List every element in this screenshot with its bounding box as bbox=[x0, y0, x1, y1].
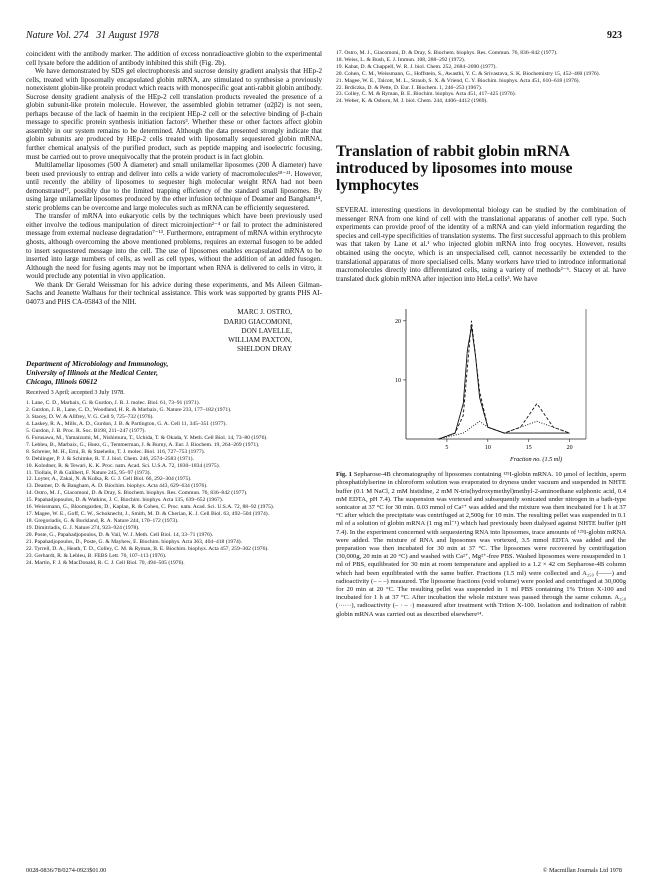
author-name: SHELDON DRAY bbox=[236, 345, 292, 354]
paragraph: Multilamellar liposomes (500 Å diameter) and small unilamellar liposomes (200 Å diameter) have been used previously to entrap and deliver into cells a wide variety of macromolecules¹⁸⁻²¹. However, until recently the ability of liposomes to sequester high molecular weight RNA had not been demonstrated¹⁷, possibly due to the limited trapping efficiency of the standard small liposomes. By using large unilamellar liposomes produced by the ether infusion technique of Deamer and Bangham¹⁴, steric problems can be overcome and large molecules such as mRNA can be efficiently sequestered. bbox=[26, 161, 322, 212]
reference-item: 6. Furusawa, M., Yamaizumi, M., Nishimura, T., Uchida, T. & Okada, Y. Meth. Cell Biol. 14, 73–80 (1976). bbox=[26, 434, 268, 441]
reference-item: 16. Weissmann, G., Bloomgarden, D., Kaplan, R. & Cohen, C. Proc. natn. Acad. Sci. U.S.A. 72, 88–92 (1975). bbox=[26, 504, 275, 511]
affiliation-line: Department of Microbiology and Immunology, bbox=[26, 359, 169, 369]
caption-label: Fig. 1 bbox=[336, 471, 352, 479]
reference-item: 22. Brdiczka, D. & Pette, D. Eur. J. Biochem. 1, 246–253 (1967). bbox=[336, 84, 483, 91]
issue-date: 31 August 1978 bbox=[96, 30, 159, 41]
affiliation-line: University of Illinois at the Medical Center, bbox=[26, 368, 159, 378]
reference-item: 8. Schreier, M. H., Erni, B. & Staehelin, T. J. molec. Biol. 116, 727–753 (1977). bbox=[26, 448, 205, 455]
received-date: Received 3 April; accepted 3 July 1978. bbox=[26, 389, 125, 397]
reference-item: 21. Magee, W. E., Talcott, M. L., Straub, S. X. & Vriend, C. Y. Biochim. biophys. Acta 451, 610–618 (1976). bbox=[336, 77, 580, 84]
author-name: MARC J. OSTRO, bbox=[237, 308, 292, 317]
footer-copyright: © Macmillan Journals Ltd 1978 bbox=[542, 867, 622, 874]
figure-caption bbox=[336, 471, 626, 619]
caption-text: Sepharose-4B chromatography of liposomes containing ¹²⁵I-globin mRNA. 10 μmol of lecithin, sperm phosphatidylserine in chloroform solution was evaporated to dryness under vacuum and suspended in NHTE buffer (0.1 M NaCl, 2 mM histidine, 2 mM N-tris(hydroxymethyl)methyl-2-aminoethane sulphonic acid, 0.4 mM EDTA, pH 7.4). The suspension was vortexed and subsequently sonicated under nitrogen in a bath-type sonicator at 37 °C for 30 min. 0.03 mmol of Ca²⁺ was added and the mixture was then incubated for 1 h at 37 °C after which the precipitate was centrifuged at 2,500g for 10 min. The resulting pellet was suspended in 0.1 ml of a solution of globin mRNA (1 mg ml⁻¹) which had previously been dialysed against NHTE buffer (pH 7.4). In the experiment concerned with sequestering RNA into liposomes, trace amounts of ¹²⁵I-globin mRNA were added. The mixture of RNA and liposomes was vortexed, 3.5 mmol EDTA was added and the preparation was then incubated for 30 min at 37 °C. The liposomes were recovered by centrifugation (30,000g, 20 min at 20 °C) and washed with Ca²⁺, Mg²⁺-free PBS. Washed liposomes were resuspended in 1 ml of PBS, equilibrated for 30 min at room temperature and applied to a 1.2 × 42 cm Sepharose-4B column which had been equilibrated with the same buffer. Fractions (1.5 ml) were collected and A₂₅₀ (——) and radioactivity (– – –) measured. The liposome fractions (void volume) were pooled and centrifuged at 30,000g for 20 min at 20 °C. The resulting pellet was suspended in 1 ml PBS containing 1% Triton X-100 and incubated for 1 h at 37 °C. After incubation the whole mixture was passed through the same column. A₂₅₀ (······), radioactivity (– · – ·) measured after treatment with Triton X-100. Isolation and iodination of rabbit globin mRNA was carried out as described elsewhere¹⁴. bbox=[336, 471, 626, 618]
article-title: Translation of rabbit globin mRNA introduced by liposomes into mouse lymphocytes bbox=[336, 143, 573, 195]
reference-item: 19. Kabat, D. & Chappell, W. R. J. biol. Chem. 252, 2684–2690 (1977). bbox=[336, 63, 497, 70]
reference-item: 20. Poste, G., Papahadjopoulos, D. & Vail, W. J. Meth. Cell Biol. 14, 33–71 (1976). bbox=[26, 532, 214, 539]
author-name: WILLIAM PAXTON, bbox=[228, 336, 292, 345]
reference-item: 7. Lebleu, B., Marbaix, G., Huez, G., Temmerman, J. & Burny, A. Eur. J. Biochem. 19, 264–269 (1971). bbox=[26, 441, 260, 448]
paragraph: The transfer of mRNA into eukaryotic cells by the techniques which have been previously used either involve the tedious manipulation of direct microinjection²⁻⁴ or fail to protect the administered message from external nuclease degradation⁷⁻¹³. Furthermore, entrapment of mRNA within erythrocyte ghosts, although overcoming the above mentioned problems, requires an external fusogen to be added to insert sequestered message into the cell. The use of liposomes enables encapsulated mRNA to be inserted into large numbers of cells, as well as cell types, without the addition of an added fusogen. Although the need for fusing agents may not be important when RNA is delivered to cells in vitro, it would preclude any potential in vivo application. bbox=[26, 212, 322, 281]
reference-item: 17. Ostro, M. J., Giacomoni, D. & Dray, S. Biochem. biophys. Res. Commun. 76, 836–842 (1977). bbox=[336, 50, 558, 56]
paragraph: We have demonstrated by SDS gel electrophoresis and sucrose density gradient analysis that HEp-2 cells, treated with liposomally encapsulated globin mRNA, are stimulated to synthesise a previously nonexistent globin-like protein product which reacts with monospecific goat anti-rabbit globin antibody. Sucrose density gradient analysis of the HEp-2 cell translation products revealed the presence of a globin subunit-like protein molecule. However, the assembled globin tetramer (α2β2) is not seen, perhaps because of the lack of haemin in the recipient HEp-2 cell or the selective binding of β-chain message to specific protein synthesis initiation factors³. Whether these or other factors affect globin assembly in our system remains to be determined. Although the data presented strongly indicate that globin subunits are produced by HEp-2 cells treated with liposomally sequestered globin mRNA, further chemical analysis of the purified product, such as peptide mapping and isoelectric focusing, must be carried out to prove unequivocally that the protein product is in fact globin. bbox=[26, 67, 322, 161]
reference-list bbox=[26, 400, 322, 567]
chromatography-chart bbox=[336, 289, 626, 467]
paragraph: coincident with the antibody marker. The addition of excess nonradioactive globin to the experimental cell lysate before the addition of antibody inhibited this shift (Fig. 2b). bbox=[26, 50, 322, 67]
reference-item: 21. Papahadjopoulos, D., Poste, G. & Mayhew, E. Biochim. biophys. Acta 363, 404–418 (1974). bbox=[26, 539, 243, 546]
article-intro: SEVERAL interesting questions in developmental biology can be studied by the combination of messenger RNA from one kind of cell with the translational apparatus of another cell type. Such experiments can provide proof of the identity of a mRNA and can yield information regarding the species and cell-type specificities of translation systems. The first successful approach to this problem was that taken by Lane et al.¹ who injected globin mRNA into frog oocytes. However, results obtained using the oocyte, which is an unspecialised cell, cannot necessarily be extended to the translational apparatus of more specialised cells. Many workers have tried to introduce informational macromolecules directly into differentiated cells, using a variety of methods²⁻⁶. Stacey et al. have translated duck globin mRNA after injection into HeLa cells³. We have bbox=[336, 206, 626, 283]
reference-item: 23. Colley, C. M. & Ryman, B. E. Biochim. biophys. Acta 451, 417–425 (1976). bbox=[336, 91, 516, 98]
reference-item: 3. Stacey, D. W. & Allfrey, V. G. Cell 9, 725–732 (1976). bbox=[26, 413, 154, 420]
y-tick-label: 10 bbox=[395, 378, 401, 385]
journal-header bbox=[26, 30, 159, 41]
journal-name: Nature Vol. 274 bbox=[26, 30, 89, 41]
reference-item: 11. Tiollais, P. & Galibert, F. Nature 245, 95–97 (1973). bbox=[26, 469, 151, 476]
author-name: DARIO GIACOMONI, bbox=[223, 317, 292, 326]
reference-list-continued bbox=[336, 50, 626, 105]
reference-item: 24. Martin, F. J. & MacDonald, R. C. J. Cell Biol. 70, 494–505 (1976). bbox=[26, 559, 185, 566]
x-tick-label: 20 bbox=[566, 445, 573, 452]
reference-item: 9. Dehlinger, P. J. & Schimke, R. T. J. biol. Chem. 246, 2574–2583 (1971). bbox=[26, 455, 194, 462]
x-tick-label: 15 bbox=[525, 445, 532, 452]
reference-item: 13. Deamer, D. & Bangham, A. D. Biochim. biophys. Acta 443, 629–634 (1976). bbox=[26, 483, 208, 490]
y-tick-label: 20 bbox=[395, 318, 401, 325]
page-number: 923 bbox=[607, 30, 622, 41]
reference-item: 17. Magee, W. E., Goff, C. W., Schoknecht, J., Smith, M. D. & Cherian, K. J. Cell Biol. 63, 492–504 (1974). bbox=[26, 511, 270, 518]
left-column bbox=[26, 50, 322, 572]
reference-item: 5. Gurdon, J. B. Proc. R. Soc. B198, 211–247 (1977). bbox=[26, 427, 146, 434]
reference-item: 4. Laskey, R. A., Mills, A. D., Gurdon, J. B. & Partington, G. A. Cell 11, 345–351 (1977). bbox=[26, 420, 227, 427]
affiliation-line: Chicago, Illinois 60612 bbox=[26, 377, 98, 387]
reference-item: 1. Lane, C. D., Marbaix, G. & Gurdon, J. B. J. molec. Biol. 61, 73–91 (1971). bbox=[26, 399, 201, 406]
reference-item: 19. Dimitriadis, G. J. Nature 274, 923–924 (1978). bbox=[26, 525, 140, 532]
footer-issn: 0028-0836/78/0274-0923$01.00 bbox=[26, 867, 107, 874]
reference-item: 10. Kolodner, R. & Tewari, K. K. Proc. natn. Acad. Sci. U.S.A. 72, 1830–1834 (1975). bbox=[26, 462, 220, 469]
figure-1 bbox=[336, 289, 626, 467]
signatories bbox=[26, 308, 322, 354]
reference-item: 2. Gurdon, J. B., Lane, C. D., Woodland, H. R. & Marbaix, G. Nature 233, 177–182 (1971). bbox=[26, 406, 232, 413]
x-tick-label: 10 bbox=[484, 445, 491, 452]
reference-item: 12. Loyter, A., Zakai, N. & Kulka, R. G. J. Cell Biol. 66, 292–304 (1975). bbox=[26, 476, 192, 483]
affiliation bbox=[26, 359, 322, 386]
author-name: DON LAVELLE, bbox=[241, 326, 292, 335]
x-axis-label: Fraction no. (1.5 ml) bbox=[509, 456, 563, 464]
reference-item: 18. Weiss, L. & Bush, E. J. Immun. 108, 288–292 (1972). bbox=[336, 56, 466, 63]
acknowledgements: We thank Dr Gerald Weissman for his advice during these experiments, and Ms Aileen Gilman-Sachs and Jeanette Walhaus for their technical assistance. This work was supported by grants PHS AI-04073 and PHS CA-05843 of the NIH. bbox=[26, 280, 322, 306]
right-column bbox=[336, 50, 626, 619]
reference-item: 14. Ostro, M. J., Giacomoni, D. & Dray, S. Biochem. biophys. Res. Commun. 76, 836–842 (1977). bbox=[26, 490, 248, 497]
reference-item: 18. Gregoriadis, G. & Buckland, R. A. Nature 244, 170–172 (1973). bbox=[26, 518, 179, 525]
series-line bbox=[439, 421, 570, 439]
reference-item: 23. Gerhardt, R. & Lebleu, B. FEBS Lett. 70, 107–113 (1976). bbox=[26, 552, 167, 559]
x-tick-label: 5 bbox=[445, 445, 449, 452]
reference-item: 24. Weber, K. & Osborn, M. J. biol. Chem. 244, 4406–4412 (1969). bbox=[336, 98, 488, 105]
reference-item: 20. Cohen, C. M., Weissmann, G., Hoffstein, S., Awasthi, Y. C. & Srivastava, S. K. Biochemistry 15, 452–460 (1976). bbox=[336, 70, 601, 77]
reference-item: 22. Tyrrell, D. A., Heath, T. D., Colley, C. M. & Ryman, B. E. Biochim. biophys. Acta 457, 259–302 (1976). bbox=[26, 545, 269, 552]
reference-item: 15. Papahadjopoulos, D. & Watkins, J. C. Biochim. biophys. Acta 135, 639–652 (1967). bbox=[26, 497, 224, 504]
